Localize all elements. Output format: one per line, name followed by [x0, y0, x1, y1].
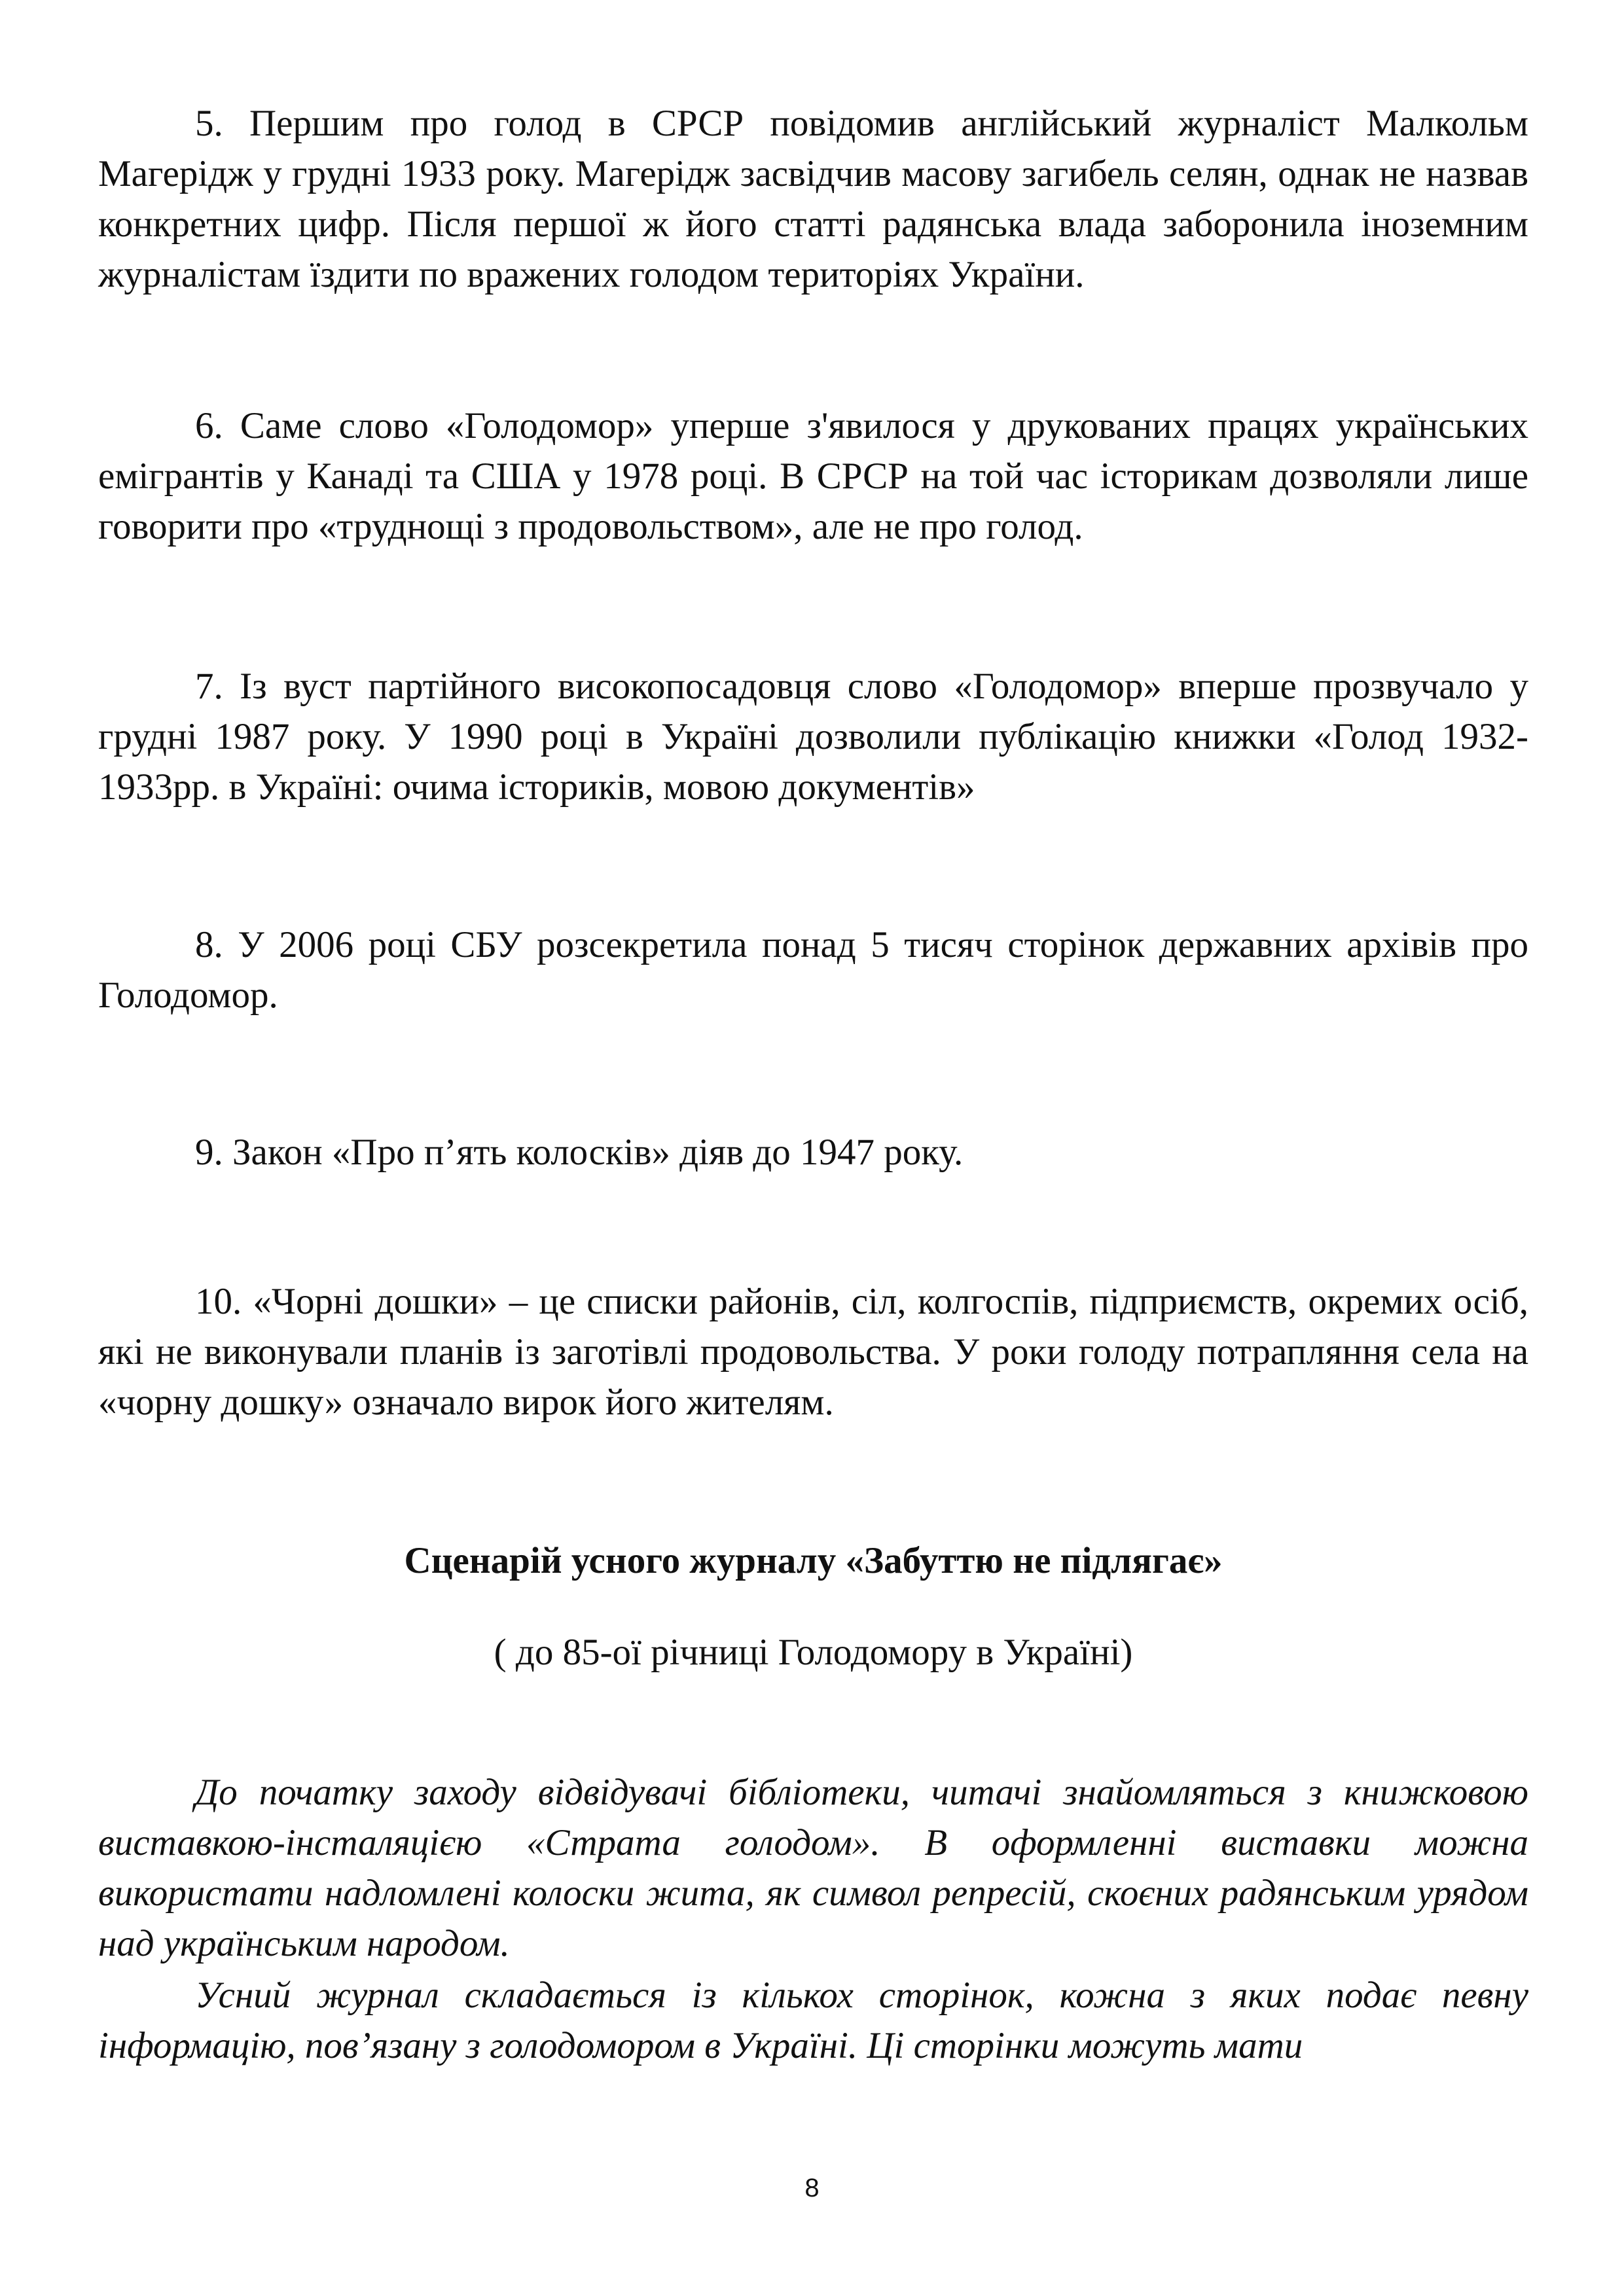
paragraph-fact-5: 5. Першим про голод в СРСР повідомив англійський журналіст Малкольм Магерідж у грудні 1933 року. Магерідж засвідчив масову загибель селян, однак не назвав конкретних цифр. Після першої ж його статті радянська влада заборонила іноземним журналістам їздити по вражених голодом територіях України.: [98, 103, 1528, 295]
paragraph-fact-9: 9. Закон «Про п’ять колосків» діяв до 1947 року.: [195, 1132, 964, 1173]
scenario-subtitle: ( до 85-ої річниці Голодомору в Україні): [494, 1632, 1133, 1673]
paragraph-fact-6: 6. Саме слово «Голодомор» уперше з'явилося у друкованих працях українських емігрантів у Канаді та США у 1978 році. В СРСР на той час історикам дозволяли лише говорити про «труднощі з продовольством», але не про голод.: [98, 405, 1528, 547]
page-number: 8: [804, 2174, 820, 2202]
journal-description-paragraph: Усний журнал складається із кількох сторінок, кожна з яких подає певну інформацію, пов’язану з голодомором в Україні. Ці сторінки можуть мати: [98, 1975, 1528, 2066]
paragraph-fact-7: 7. Із вуст партійного високопосадовця слово «Голодомор» вперше прозвучало у грудні 1987 року. У 1990 році в Україні дозволили публікацію книжки «Голод 1932-1933рр. в Україні: очима істориків, мовою документів»: [98, 666, 1528, 808]
intro-paragraph: До початку заходу відвідувачі бібліотеки, читачі знайомляться з книжковою виставкою-інсталяцією «Страта голодом». В оформленні виставки можна використати надломлені колоски жита, як символ репресій, скоєних радянським урядом над українським народом.: [98, 1772, 1528, 1964]
scenario-title: Сценарій усного журналу «Забуттю не підлягає»: [404, 1540, 1223, 1581]
paragraph-fact-8: 8. У 2006 році СБУ розсекретила понад 5 тисяч сторінок державних архівів про Голодомор.: [98, 924, 1528, 1016]
paragraph-fact-10: 10. «Чорні дошки» – це списки районів, сіл, колгоспів, підприємств, окремих осіб, які не виконували планів із заготівлі продовольства. У роки голоду потрапляння села на «чорну дошку» означало вирок його жителям.: [98, 1281, 1528, 1423]
